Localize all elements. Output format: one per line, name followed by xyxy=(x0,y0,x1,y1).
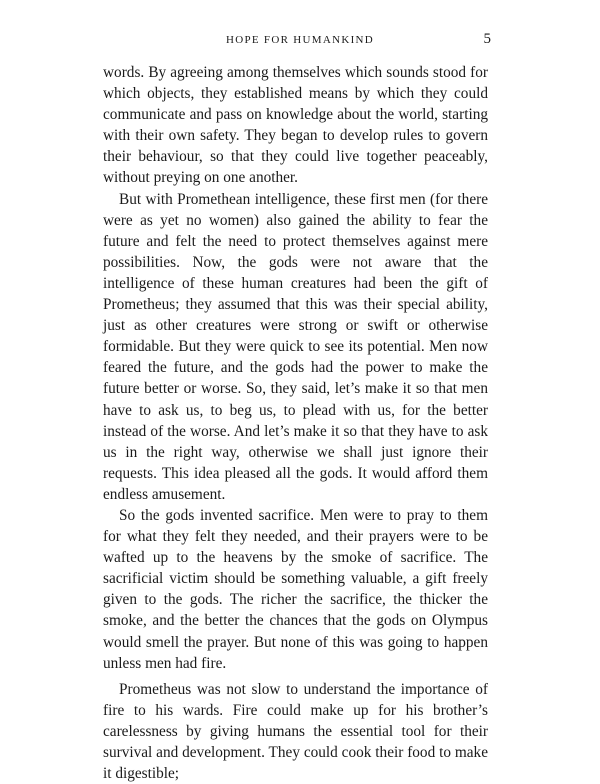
body-text xyxy=(103,62,488,784)
paragraph-promethean-intelligence: But with Promethean intelligence, these first men (for there were as yet no women) also gained the ability to fear the future and felt the need to protect themselves against mere possibilities. Now, the gods were not aware that the intelligence of these human creatures had been the gift of Prometheus; they assumed that this was their special ability, just as other creatures were strong or swift or otherwise formidable. But they were quick to see its potential. Men now feared the future, and the gods had the power to make the future better or worse. So, they said, let’s make it so that men have to ask us, to beg us, to plead with us, for the better instead of the worse. And let’s make it so that they have to ask us in the right way, otherwise we shall just ignore their requests. This idea pleased all the gods. It would afford them endless amusement. xyxy=(103,190,488,503)
running-head-title: HOPE FOR HUMANKIND xyxy=(225,34,375,46)
paragraph-fire: Prometheus was not slow to understand the importance of fire to his wards. Fire could make up for his brother’s carelessness by giving humans the essential tool for their survival and development. They could cook their food to make it digestible; xyxy=(103,680,488,783)
paragraph-sacrifice: So the gods invented sacrifice. Men were to pray to them for what they felt they needed, and their prayers were to be wafted up to the heavens by the smoke of sacrifice. The sacrificial victim should be something valuable, a gift freely given to the gods. The richer the sacrifice, the thicker the smoke, and the better the chances that the gods on Olympus would smell the prayer. But none of this was going to happen unless men had fire. xyxy=(103,506,488,672)
paragraph-continued: words. By agreeing among themselves which sounds stood for which objects, they established means by which they could communicate and pass on knowledge about the world, starting with their own safety. They began to develop rules to govern their behaviour, so that they could live together peaceably, without preying on one another. xyxy=(103,64,488,187)
page-number: 5 xyxy=(483,31,491,47)
